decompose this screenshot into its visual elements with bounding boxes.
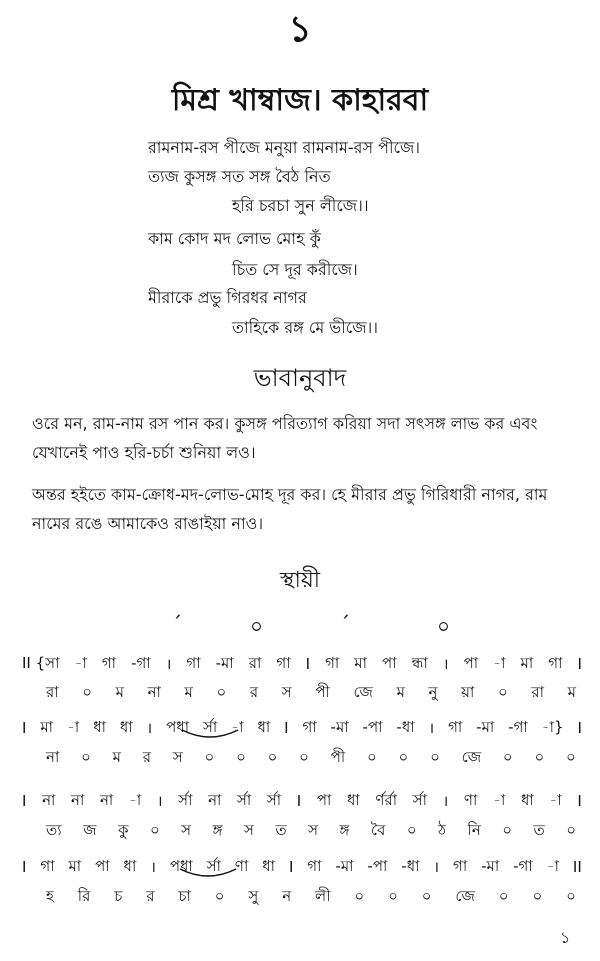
notation-note: গা — [40, 856, 55, 875]
notation-note: -া — [546, 856, 559, 875]
notation-syllable: স — [181, 820, 192, 839]
notation-note: ধা — [123, 856, 137, 875]
notation-syllable: ঙ্গ — [339, 820, 350, 839]
notation-note: I — [22, 792, 27, 810]
notation-note: -া — [128, 790, 142, 809]
notation-note: গা — [101, 653, 117, 672]
notation-note: I — [577, 719, 582, 737]
notation-syllable: ম — [184, 682, 193, 701]
notation-syllable: জে — [461, 747, 482, 766]
notation-syllable: জে — [353, 682, 373, 701]
notation-note: I — [288, 858, 294, 876]
notation-lyric-row — [46, 884, 576, 910]
notation-syllable: ০ — [81, 747, 91, 766]
notation-syllable: স — [243, 820, 254, 839]
notation-syllable: ম — [112, 747, 121, 766]
notation-note: ধা — [93, 717, 106, 736]
notation-syllable: হ — [46, 886, 54, 905]
notation-note: -া — [74, 653, 87, 672]
notation-note: গা — [276, 653, 291, 672]
notation-note: I — [22, 858, 27, 876]
notation-syllable: ০ — [502, 747, 513, 766]
notation-syllable: ০ — [534, 747, 545, 766]
notation-note: ন্ধা — [411, 653, 428, 672]
notation-syllable: ০ — [398, 747, 409, 766]
notation-syllable: ০ — [267, 747, 278, 766]
notation-syllable: ম — [567, 682, 576, 701]
notation-syllable: সু — [248, 886, 259, 905]
notation-syllable: ত — [275, 820, 287, 839]
notation-note: র্সা — [206, 856, 221, 875]
notation-note: পধা — [166, 717, 190, 736]
notation-note: না — [208, 790, 222, 809]
notation-note: ণা — [463, 790, 478, 809]
notation-syllable: লী — [315, 886, 331, 905]
notation-note: র্সা — [178, 790, 193, 809]
lyric-line: তাহিকে রঙ্গ মে ভীজে।। — [232, 318, 378, 337]
notation-syllable: ০ — [366, 747, 377, 766]
notation-syllable: ন — [282, 886, 292, 905]
notation-syllable: পী — [330, 747, 346, 766]
notation-syllable: ০ — [82, 682, 92, 701]
notation-note: -মা — [330, 717, 349, 736]
song-title: মিশ্র খাম্বাজ। কাহারবা — [171, 83, 429, 118]
notation-note: । — [146, 719, 153, 737]
notation-note: না — [71, 790, 85, 809]
notation-note: -গা — [131, 653, 151, 672]
notation-lyric-row — [46, 745, 576, 771]
lyric-line: ত্যজ কুসঙ্গ সত সঙ্গ বৈঠ নিত — [148, 167, 331, 186]
notation-note: -া} — [541, 717, 564, 736]
notation-note: পা — [316, 790, 332, 809]
notation-note: -মা — [335, 856, 354, 875]
lyric-line: কাম কোদ মদ লোভ মোহ কুঁ — [148, 229, 321, 248]
notation-syllable: ০ — [566, 886, 576, 905]
notation-syllable: স — [281, 682, 292, 701]
notation-lyric-row — [46, 680, 576, 706]
notation-syllable: ০ — [299, 747, 309, 766]
notation-syllable: ঠ — [438, 820, 447, 839]
notation-note: I — [284, 719, 289, 737]
notation-note: -মা — [481, 856, 500, 875]
notation-syllable: র — [249, 682, 259, 701]
notation-note: । — [442, 792, 449, 810]
notation-syllable: ০ — [388, 886, 398, 905]
notation-syllable: স — [308, 820, 319, 839]
meend-slur — [178, 867, 238, 881]
notation-row — [22, 854, 582, 880]
page-number-bottom: ১ — [560, 928, 571, 947]
beat-mark-tali: ˊ — [340, 612, 350, 636]
notation-note: ধা — [262, 856, 276, 875]
notation-note: গা — [448, 717, 463, 736]
notation-syllable: ০ — [430, 747, 440, 766]
notation-note: র্সা — [266, 790, 282, 809]
notation-syllable: নু — [428, 682, 438, 701]
notation-row — [22, 651, 582, 677]
lyric-line: মীরাকে প্রভু গিরধর নাগর — [148, 288, 307, 307]
notation-note: । — [165, 655, 172, 673]
notation-syllable: ০ — [497, 682, 508, 701]
notation-syllable: ত — [533, 820, 545, 839]
notation-note: ধা — [520, 790, 534, 809]
notation-syllable: র — [146, 886, 155, 905]
notation-syllable: য়া — [461, 682, 475, 701]
notation-note: -া — [66, 717, 80, 736]
notation-note: মা — [40, 717, 54, 736]
notation-syllable: নি — [467, 820, 481, 839]
notation-note: । — [433, 858, 440, 876]
notation-syllable: র — [142, 747, 152, 766]
notation-note: পা — [463, 653, 479, 672]
notation-syllable: ০ — [406, 820, 417, 839]
notation-note: র্সা — [203, 717, 218, 736]
notation-note: গা — [186, 653, 201, 672]
notation-note: I — [296, 792, 302, 810]
notation-note: রা — [248, 653, 262, 672]
notation-note: পা — [382, 653, 397, 672]
notation-note: র্ণর্রা — [375, 790, 398, 809]
notation-note: গা — [453, 856, 468, 875]
notation-syllable: ০ — [566, 747, 576, 766]
notation-note: -গা — [508, 717, 528, 736]
notation-note: I — [577, 655, 582, 673]
notation-note: -গা — [513, 856, 533, 875]
notation-syllable: ০ — [421, 886, 432, 905]
notation-note: -ধা — [401, 856, 420, 875]
translation-paragraph: ওরে মন, রাম-নাম রস পান কর। কুসঙ্গ পরিত্যাগ করিয়া সদা সৎসঙ্গ লাভ কর এবং যেখানেই পাও হরি-চর্চা শুনিয়া লও। — [32, 414, 538, 462]
notation-note: মা — [354, 653, 367, 672]
lyric-line: চিত সে দূর করীজে। — [232, 260, 358, 279]
notation-syllable: বৈ — [370, 820, 386, 839]
notation-syllable: চা — [178, 886, 191, 905]
notation-syllable: কু — [117, 820, 129, 839]
notation-note: । — [150, 858, 156, 876]
notation-note: গা — [307, 856, 322, 875]
lyric-line: হরি চরচা সুন লীজে।। — [232, 196, 369, 215]
notation-note: -মা — [215, 653, 234, 672]
notation-syllable: স — [172, 747, 183, 766]
notation-syllable: ০ — [498, 886, 509, 905]
notation-note: পা — [95, 856, 110, 875]
notation-note: । — [428, 719, 435, 737]
notation-note: মা — [68, 856, 82, 875]
notation-syllable: ম — [115, 682, 124, 701]
notation-note: -মা — [476, 717, 495, 736]
sthayi-heading: স্থায়ী — [279, 568, 321, 593]
notation-syllable: ত্য — [46, 820, 62, 839]
notation-syllable: রা — [531, 682, 544, 701]
notation-note: র্সা — [412, 790, 427, 809]
notation-syllable: চ — [114, 886, 123, 905]
notation-note: না — [99, 790, 114, 809]
notation-syllable: ০ — [502, 820, 513, 839]
notation-note: I — [22, 719, 27, 737]
lyric-line: রামনাম-রস পীজে মনুয়া রামনাম-রস পীজে। — [148, 138, 421, 157]
notation-syllable: ম — [396, 682, 405, 701]
notation-syllable: পী — [315, 682, 330, 701]
notation-note: র্সা — [237, 790, 252, 809]
beat-mark-khali: ০ — [437, 614, 451, 638]
notation-note: -া — [549, 790, 562, 809]
notation-syllable: ০ — [532, 886, 543, 905]
notation-syllable: ০ — [566, 820, 576, 839]
notation-syllable: রি — [77, 886, 91, 905]
notation-note: গা — [548, 653, 563, 672]
notation-syllable: জ — [83, 820, 97, 839]
notation-note: ধা — [119, 717, 133, 736]
notation-note: পধা — [169, 856, 193, 875]
notation-syllable: রা — [46, 682, 59, 701]
notation-note: না — [42, 790, 56, 809]
page-number-top: ১ — [288, 9, 312, 50]
notation-note: I — [305, 655, 311, 673]
notation-note: II {সা — [22, 653, 60, 672]
notation-row — [22, 715, 582, 741]
notation-syllable: না — [147, 682, 161, 701]
notation-note: -া — [231, 717, 244, 736]
translation-paragraph: অন্তর হইতে কাম-ক্রোধ-মদ-লোভ-মোহ দূর কর। হে মীরার প্রভু গিরিধারী নাগর, রাম নামের রঙে আমাকেও রাঙাইয়া নাও। — [32, 485, 548, 533]
notation-syllable: ঙ্গ — [212, 820, 223, 839]
beat-mark-khali: ০ — [250, 614, 264, 638]
notation-note: -া — [492, 790, 506, 809]
notation-syllable: জে — [455, 886, 475, 905]
notation-syllable: ০ — [204, 747, 215, 766]
notation-note: মা — [520, 653, 534, 672]
notation-note: ধা — [257, 717, 271, 736]
notation-note: -পা — [362, 717, 383, 736]
notation-note: -া — [493, 653, 506, 672]
notation-note: I — [577, 792, 582, 810]
notation-note: । — [156, 792, 163, 810]
notation-syllable: ০ — [354, 886, 365, 905]
notation-note: ধা — [347, 790, 360, 809]
meend-slur — [180, 728, 240, 742]
notation-note: II — [572, 858, 582, 876]
beat-mark-tali: ˊ — [172, 612, 182, 636]
notation-note: । — [442, 655, 449, 673]
notation-syllable: ০ — [216, 682, 227, 701]
notation-note: গা — [325, 653, 340, 672]
notation-row — [22, 788, 582, 814]
notation-syllable: ০ — [214, 886, 225, 905]
notation-note: -ধা — [396, 717, 415, 736]
notation-syllable: ০ — [149, 820, 160, 839]
notation-note: ণা — [234, 856, 249, 875]
notation-syllable: না — [46, 747, 60, 766]
notation-note: গা — [302, 717, 317, 736]
translation-heading: ভাবানুবাদ — [253, 364, 347, 392]
notation-lyric-row — [46, 818, 576, 844]
notation-note: -পা — [367, 856, 388, 875]
notation-syllable: ০ — [236, 747, 246, 766]
